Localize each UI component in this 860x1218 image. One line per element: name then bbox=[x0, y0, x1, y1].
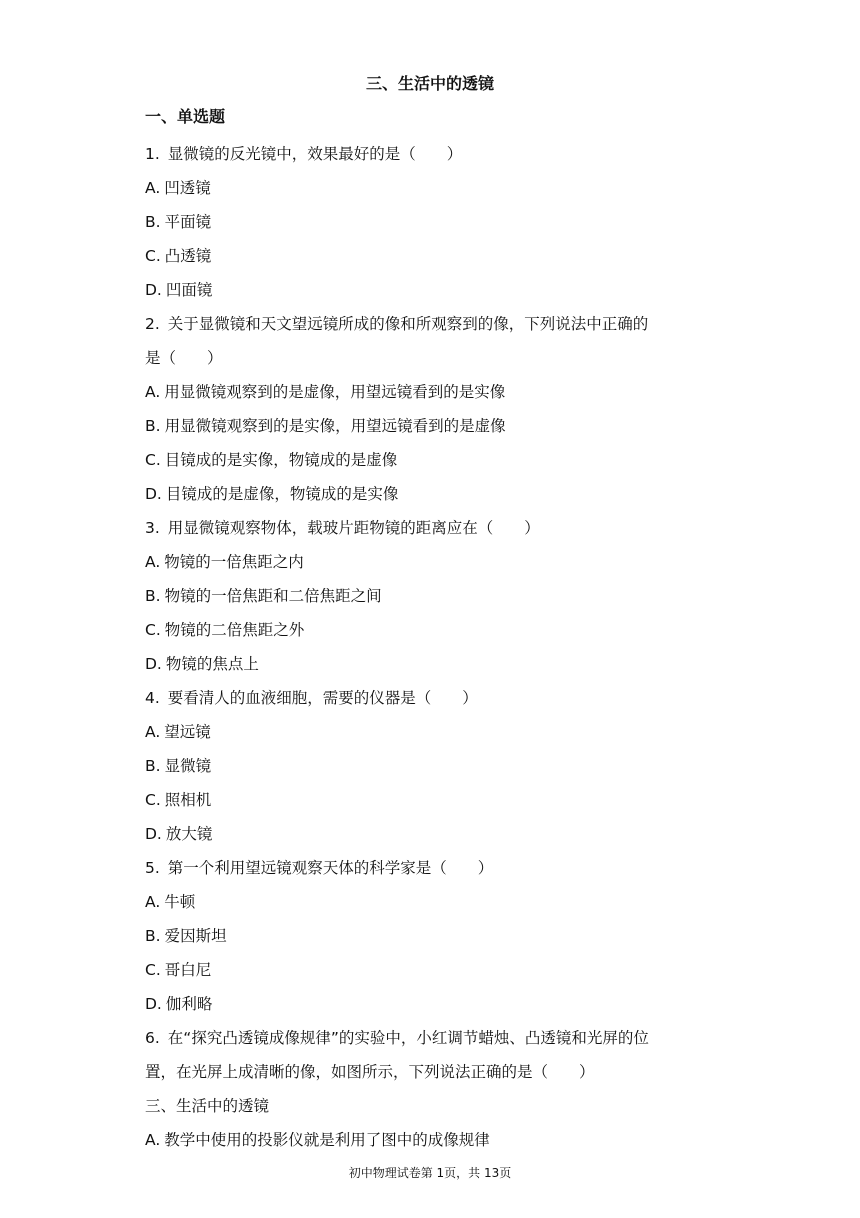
option-letter: D. bbox=[145, 485, 162, 503]
option-letter: A. bbox=[145, 1131, 161, 1149]
question-text: 用显微镜观察物体，载玻片距物镜的距离应在（ ） bbox=[167, 519, 540, 537]
question-line bbox=[145, 307, 725, 341]
section-heading: 一、单选题 bbox=[145, 107, 226, 126]
option-letter: B. bbox=[145, 587, 161, 605]
question-text: 要看清人的血液细胞，需要的仪器是（ ） bbox=[167, 689, 478, 707]
option-text: 物镜的一倍焦距和二倍焦距之间 bbox=[164, 587, 382, 605]
option-letter: C. bbox=[145, 791, 161, 809]
option-line bbox=[145, 919, 725, 953]
option-letter: A. bbox=[145, 383, 161, 401]
option-text: 平面镜 bbox=[164, 213, 212, 231]
question-number: 2. bbox=[145, 315, 160, 333]
option-letter: C. bbox=[145, 961, 161, 979]
option-letter: D. bbox=[145, 825, 162, 843]
option-line bbox=[145, 205, 725, 239]
option-line bbox=[145, 375, 725, 409]
option-line bbox=[145, 171, 725, 205]
option-line bbox=[145, 273, 725, 307]
continuation-line: 是（ ） bbox=[145, 349, 223, 367]
option-letter: B. bbox=[145, 927, 161, 945]
option-line bbox=[145, 953, 725, 987]
option-letter: C. bbox=[145, 247, 161, 265]
option-letter: C. bbox=[145, 451, 161, 469]
document-title: 三、生活中的透镜 bbox=[365, 74, 494, 93]
option-text: 教学中使用的投影仪就是利用了图中的成像规律 bbox=[164, 1131, 490, 1149]
option-line bbox=[145, 477, 725, 511]
option-line bbox=[145, 545, 725, 579]
option-text: 物镜的一倍焦距之内 bbox=[164, 553, 304, 571]
option-text: 凹面镜 bbox=[165, 281, 213, 299]
option-letter: A. bbox=[145, 179, 161, 197]
option-letter: D. bbox=[145, 995, 162, 1013]
question-text: 关于显微镜和天文望远镜所成的像和所观察到的像，下列说法中正确的 bbox=[167, 315, 649, 333]
question-number: 1. bbox=[145, 145, 160, 163]
question-number: 6. bbox=[145, 1029, 160, 1047]
option-letter: B. bbox=[145, 757, 161, 775]
question-line bbox=[145, 681, 725, 715]
option-text: 目镜成的是实像，物镜成的是虚像 bbox=[164, 451, 398, 469]
option-letter: A. bbox=[145, 893, 161, 911]
question-line bbox=[145, 1021, 725, 1055]
option-text: 凹透镜 bbox=[164, 179, 211, 197]
option-line bbox=[145, 885, 725, 919]
option-letter: A. bbox=[145, 553, 161, 571]
option-line bbox=[145, 613, 725, 647]
continuation-line: 置，在光屏上成清晰的像，如图所示，下列说法正确的是（ ） bbox=[145, 1063, 595, 1081]
option-text: 物镜的焦点上 bbox=[165, 655, 259, 673]
option-text: 用显微镜观察到的是虚像，用望远镜看到的是实像 bbox=[164, 383, 506, 401]
option-text: 哥白尼 bbox=[164, 961, 212, 979]
option-text: 凸透镜 bbox=[164, 247, 212, 265]
option-text: 放大镜 bbox=[165, 825, 213, 843]
option-text: 目镜成的是虚像，物镜成的是实像 bbox=[165, 485, 399, 503]
option-line bbox=[145, 647, 725, 681]
question-list bbox=[145, 137, 725, 1157]
option-line bbox=[145, 817, 725, 851]
question-text: 第一个利用望远镜观察天体的科学家是（ ） bbox=[167, 859, 494, 877]
option-line bbox=[145, 783, 725, 817]
option-letter: B. bbox=[145, 213, 161, 231]
option-line bbox=[145, 715, 725, 749]
option-text: 牛顿 bbox=[164, 893, 196, 911]
option-letter: C. bbox=[145, 621, 161, 639]
option-line bbox=[145, 239, 725, 273]
question-number: 5. bbox=[145, 859, 160, 877]
option-line bbox=[145, 987, 725, 1021]
option-text: 爱因斯坦 bbox=[164, 927, 227, 945]
option-text: 显微镜 bbox=[164, 757, 212, 775]
question-text: 在“探究凸透镜成像规律”的实验中，小红调节蜡烛、凸透镜和光屏的位 bbox=[167, 1029, 649, 1047]
option-line bbox=[145, 409, 725, 443]
option-letter: B. bbox=[145, 417, 161, 435]
option-text: 用显微镜观察到的是实像，用望远镜看到的是虚像 bbox=[164, 417, 506, 435]
option-line bbox=[145, 749, 725, 783]
continuation-line: 三、生活中的透镜 bbox=[145, 1097, 270, 1115]
option-line bbox=[145, 579, 725, 613]
page-footer: 初中物理试卷第 1页，共 13页 bbox=[348, 1166, 512, 1180]
question-line bbox=[145, 511, 725, 545]
question-number: 3. bbox=[145, 519, 160, 537]
option-letter: D. bbox=[145, 281, 162, 299]
option-text: 照相机 bbox=[164, 791, 212, 809]
question-text: 显微镜的反光镜中，效果最好的是（ ） bbox=[167, 145, 463, 163]
question-number: 4. bbox=[145, 689, 160, 707]
option-letter: A. bbox=[145, 723, 161, 741]
option-text: 望远镜 bbox=[164, 723, 211, 741]
option-text: 伽利略 bbox=[165, 995, 213, 1013]
option-line bbox=[145, 443, 725, 477]
question-line bbox=[145, 851, 725, 885]
option-letter: D. bbox=[145, 655, 162, 673]
option-text: 物镜的二倍焦距之外 bbox=[164, 621, 305, 639]
option-line bbox=[145, 1123, 725, 1157]
question-line bbox=[145, 137, 725, 171]
